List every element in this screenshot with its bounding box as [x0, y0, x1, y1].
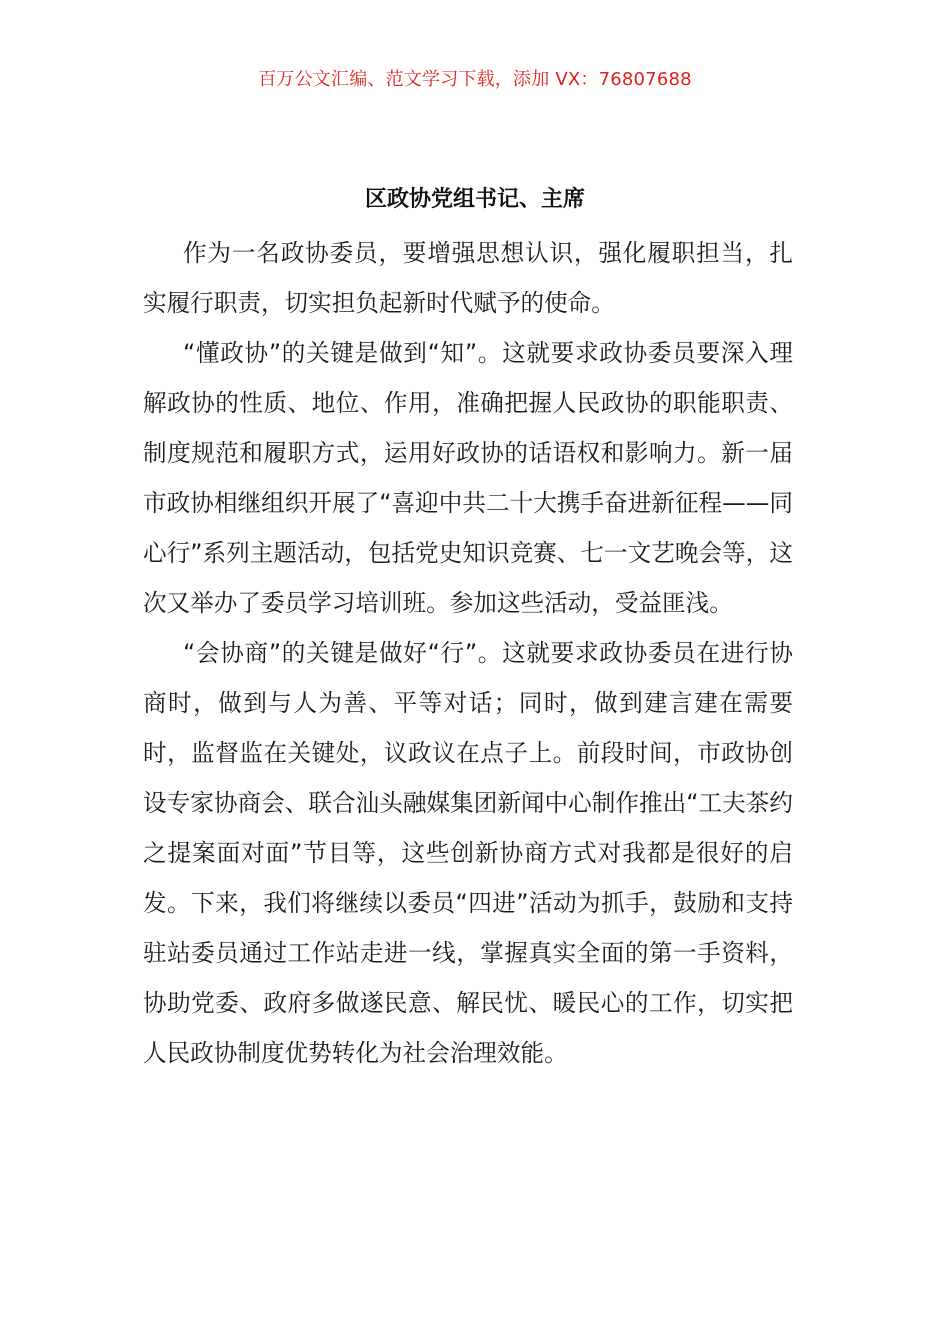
document-title: 区政协党组书记、主席 [364, 187, 585, 212]
paragraph-3: “会协商”的关键是做好“行”。这就要求政协委员在进行协商时，做到与人为善、平等对话；同时，做到建言建在需要时，监督监在关键处，议政议在点子上。前段时间，市政协创设专家协商会、联合汕头融媒集团新闻中心制作推出“工夫茶约之提案面对面”节目等，这些创新协商方式对我都是很好的启发。下来，我们将继续以委员“四进”活动为抓手，鼓励和支持驻站委员通过工作站走进一线，掌握真实全面的第一手资料，协助党委、政府多做遂民意、解民忧、暖民心的工作，切实把人民政协制度优势转化为社会治理效能。 [143, 639, 793, 1067]
document-body [143, 228, 793, 1078]
paragraph-1: 作为一名政协委员，要增强思想认识，强化履职担当，扎实履行职责，切实担负起新时代赋予的使命。 [143, 239, 793, 317]
paragraph-2: “懂政协”的关键是做到“知”。这就要求政协委员要深入理解政协的性质、地位、作用，准确把握人民政协的职能职责、制度规范和履职方式，运用好政协的话语权和影响力。新一届市政协相继组织开展了“喜迎中共二十大携手奋进新征程——同心行”系列主题活动，包括党史知识竞赛、七一文艺晚会等，这次又举办了委员学习培训班。参加这些活动，受益匪浅。 [143, 339, 793, 617]
header-banner: 百万公文汇编、范文学习下载，添加 VX：76807688 [258, 69, 692, 90]
